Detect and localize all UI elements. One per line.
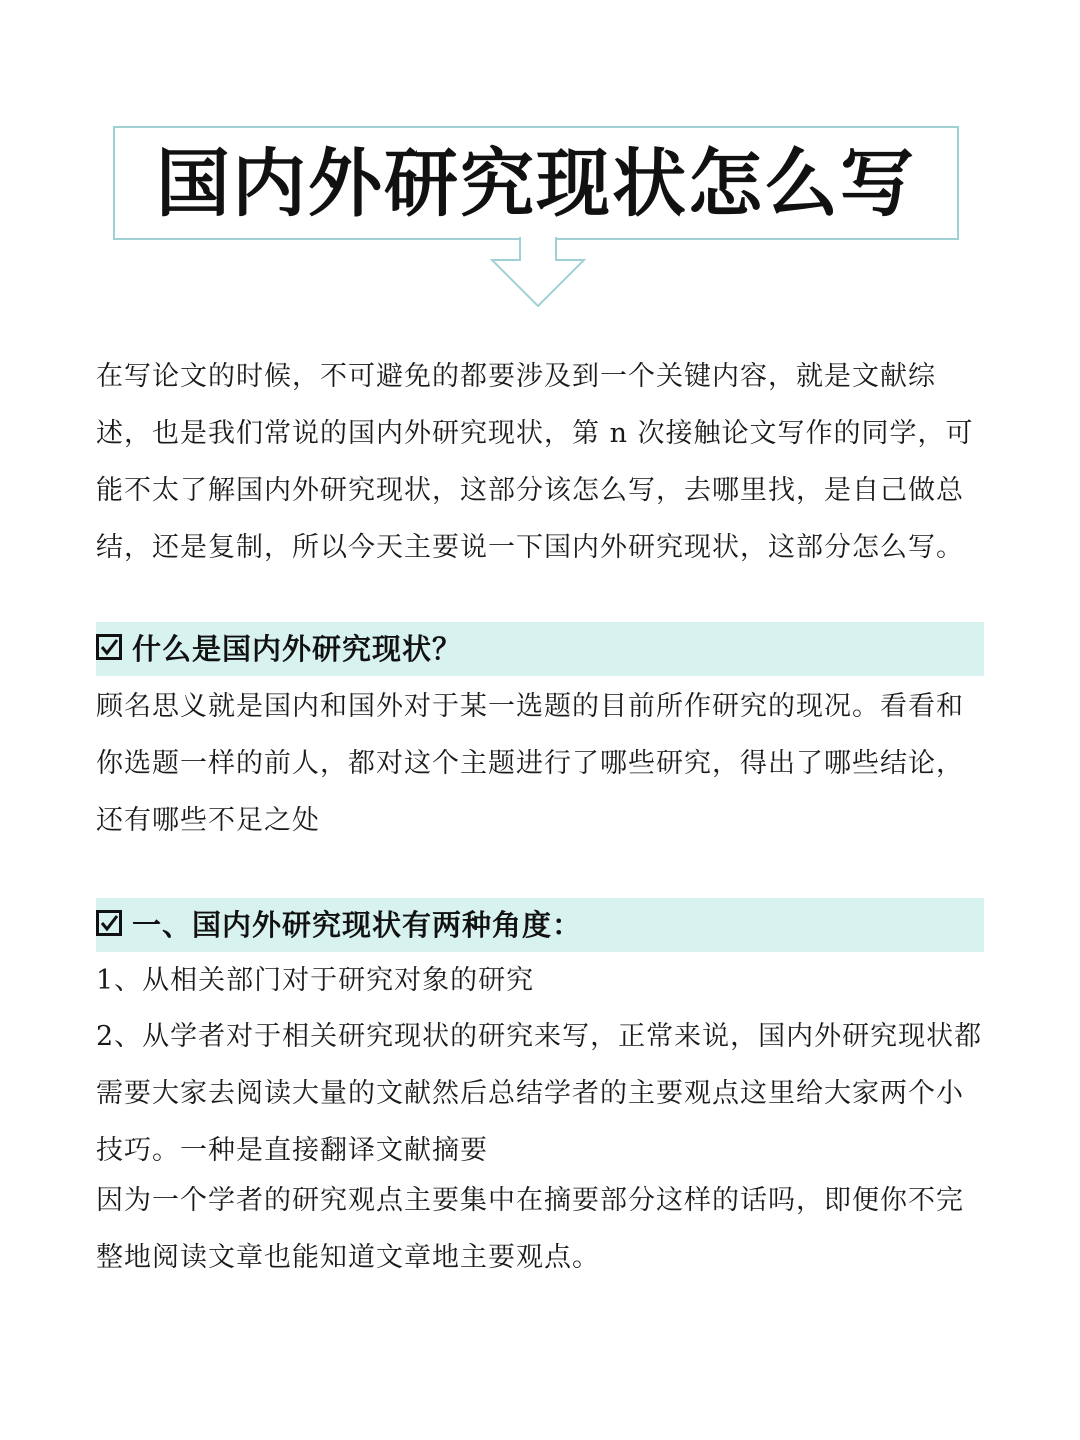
list-item-3: 因为一个学者的研究观点主要集中在摘要部分这样的话吗，即便你不完整地阅读文章也能知道文章地主要观点。 (96, 1185, 964, 1273)
list-item-2: 2、从学者对于相关研究现状的研究来写，正常来说，国内外研究现状都需要大家去阅读大量的文献然后总结学者的主要观点这里给大家两个小技巧。一种是直接翻译文献摘要 (96, 1021, 983, 1166)
page-title: 国内外研究现状怎么写 (156, 141, 916, 227)
section-title-angles: 一、国内外研究现状有两种角度： (132, 908, 583, 942)
list-item-1: 1、从相关部门对于研究对象的研究 (96, 965, 535, 996)
checkbox-checked-icon (96, 910, 122, 936)
title-box (113, 126, 959, 240)
section1-body: 顾名思义就是国内和国外对于某一选题的目前所作研究的现况。看看和你选题一样的前人，都对这个主题进行了哪些研究，得出了哪些结论，还有哪些不足之处 (96, 691, 964, 836)
down-arrow-icon (490, 236, 586, 308)
checkbox-checked-icon (96, 634, 122, 660)
section-header-angles (96, 898, 984, 952)
intro-paragraph: 在写论文的时候，不可避免的都要涉及到一个关键内容，就是文献综述，也是我们常说的国内外研究现状，第 n 次接触论文写作的同学，可能不太了解国内外研究现状，这部分该怎么写，去哪里找，是自己做总结，还是复制，所以今天主要说一下国内外研究现状，这部分怎么写。 (96, 361, 974, 563)
section-header-what (96, 622, 984, 676)
section-title-what: 什么是国内外研究现状？ (132, 632, 463, 666)
